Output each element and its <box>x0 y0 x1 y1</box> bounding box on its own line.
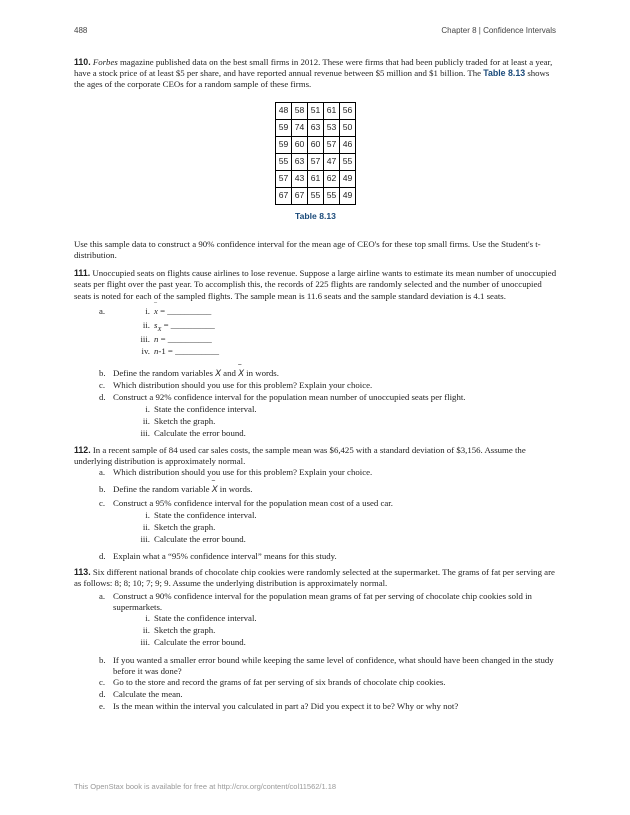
table-link[interactable]: Table 8.13 <box>483 68 526 79</box>
table-cell: 43 <box>292 170 308 187</box>
item-text: Calculate the error bound. <box>154 534 246 545</box>
item-number: ii. <box>142 415 150 426</box>
list-item <box>74 613 557 625</box>
table-cell: 53 <box>324 119 340 136</box>
part-text: Define the random variables X and – X in words. <box>113 368 557 379</box>
item-text: – x = __________ <box>154 306 211 317</box>
part-text: If you wanted a smaller error bound while keeping the same level of confidence, what should have been changed in the study before it was done? <box>113 655 554 677</box>
table-cell: 55 <box>308 187 324 204</box>
list-item <box>74 404 557 416</box>
list-item <box>74 510 557 522</box>
item-number: iii. <box>140 534 150 545</box>
question-text: Unoccupied seats on flights cause airlines to lose revenue. Suppose a large airline wants to estimate its mean number of unoccupied seats per flight over the past year. To accomplish this, the records of 225 flights are randomly selected and the number of unoccupied seats is noted for each of the sampled flights. The sample mean is 11.6 seats and the sample standard deviation is 4.1 seats. <box>74 268 557 301</box>
q113-part-a <box>74 591 557 613</box>
item-number: ii. <box>142 319 150 330</box>
question-text: magazine published data on the best small firms in 2012. These were firms that had been publicly traded for at least a year, have a stock price of at least $5 per share, and have reported annual revenue between $5 million and $1 billion. The <box>74 57 553 79</box>
part-text: Construct a 95% confidence interval for the population mean cost of a used car. <box>113 498 393 509</box>
question-number: 110. <box>74 57 91 67</box>
part-label: d. <box>99 551 106 562</box>
x-bar-symbol: – x <box>154 306 158 317</box>
table-cell: 56 <box>340 102 356 119</box>
table-cell: 47 <box>324 153 340 170</box>
part-label: b. <box>99 367 106 378</box>
part-label: c. <box>99 677 106 688</box>
part-text: Construct a 92% confidence interval for the population mean number of unoccupied seats per flight. <box>113 391 466 402</box>
part-text: Which distribution should you use for this problem? Explain your choice. <box>113 467 373 478</box>
part-label: c. <box>99 379 106 390</box>
q112-part-d <box>74 551 557 563</box>
question-110-instruction: Use this sample data to construct a 90% confidence interval for the mean age of CEO's for these top small firms. Use the Student's t-distribution. <box>74 238 541 261</box>
table-cell: 55 <box>324 187 340 204</box>
list-item <box>74 637 557 649</box>
part-label: d. <box>99 391 106 402</box>
table-row <box>276 102 356 119</box>
part-text: Is the mean within the interval you calculated in part a? Did you expect it to be? Why or why not? <box>113 701 459 712</box>
item-text: n = __________ <box>154 333 212 344</box>
magazine-name: Forbes <box>92 57 118 67</box>
page-number: 488 <box>74 26 88 35</box>
item-text: State the confidence interval. <box>154 403 257 414</box>
table-cell: 50 <box>340 119 356 136</box>
q112-part-b <box>74 484 557 496</box>
table-cell: 63 <box>292 153 308 170</box>
table-cell: 51 <box>308 102 324 119</box>
x-bar-symbol: – X <box>212 484 218 495</box>
table-cell: 67 <box>292 187 308 204</box>
question-111 <box>74 268 557 302</box>
list-item <box>74 428 557 440</box>
table-caption: Table 8.13 <box>295 210 336 221</box>
table-cell: 48 <box>276 102 292 119</box>
list-item <box>74 334 557 346</box>
item-number: iii. <box>140 637 150 648</box>
part-text: Explain what a “95% confidence interval” means for this study. <box>113 551 337 562</box>
item-number: iii. <box>140 333 150 344</box>
table-cell: 46 <box>340 136 356 153</box>
q111-part-b <box>74 368 557 380</box>
list-item <box>74 320 557 332</box>
table-cell: 63 <box>308 119 324 136</box>
q112-part-c <box>74 498 557 510</box>
question-112 <box>74 445 557 467</box>
question-text: Six different national brands of chocolate chip cookies were randomly selected at the supermarket. The grams of fat per serving are as follows: 8; 8; 10; 7; 9; 9. Assume the underlying distribution is approximately normal. <box>74 567 555 589</box>
table-row <box>276 153 356 170</box>
table-cell: 49 <box>340 170 356 187</box>
list-item <box>74 522 557 534</box>
item-number: iii. <box>140 427 150 438</box>
x-bar-symbol: – X <box>238 368 244 379</box>
item-number: ii. <box>142 522 150 533</box>
page-content <box>74 57 557 713</box>
question-text: shows the ages of the corporate CEOs for a random sample of these firms. <box>74 68 550 90</box>
table-cell: 61 <box>308 170 324 187</box>
list-item <box>74 306 557 318</box>
q112-part-a <box>74 467 557 479</box>
part-text: Which distribution should you use for this problem? Explain your choice. <box>113 379 373 390</box>
item-text: Sketch the graph. <box>154 522 216 533</box>
part-label: a. <box>99 467 106 478</box>
question-number: 111. <box>74 268 91 279</box>
table-cell: 61 <box>324 102 340 119</box>
item-text: Calculate the error bound. <box>154 427 246 438</box>
table-row <box>276 136 356 153</box>
q111-part-c <box>74 380 557 392</box>
list-item <box>74 416 557 428</box>
item-text: Calculate the error bound. <box>154 637 246 648</box>
table-cell: 74 <box>292 119 308 136</box>
table-cell: 67 <box>276 187 292 204</box>
part-label: b. <box>99 484 106 495</box>
item-text: State the confidence interval. <box>154 510 257 521</box>
table-cell: 49 <box>340 187 356 204</box>
list-item <box>74 625 557 637</box>
table-cell: 57 <box>276 170 292 187</box>
part-label: a. <box>99 590 106 601</box>
table-cell: 57 <box>324 136 340 153</box>
question-number: 112. <box>74 444 91 455</box>
part-text: Calculate the mean. <box>113 689 183 700</box>
table-cell: 62 <box>324 170 340 187</box>
item-number: iv. <box>141 345 150 356</box>
list-item <box>74 346 557 358</box>
table-cell: 60 <box>308 136 324 153</box>
part-label: a. <box>99 305 106 316</box>
item-number: ii. <box>142 625 150 636</box>
part-text: Go to the store and record the grams of fat per serving of six brands of chocolate chip cookies. <box>113 677 446 688</box>
part-label: b. <box>99 655 106 666</box>
question-text: In a recent sample of 84 used car sales costs, the sample mean was $6,425 with a standard deviation of $3,156. Assume the underlying distribution is approximately normal. <box>74 444 526 467</box>
item-text: State the confidence interval. <box>154 613 257 624</box>
part-text: Define the random variable – X in words. <box>113 484 557 495</box>
item-number: i. <box>145 305 150 316</box>
item-text: Sketch the graph. <box>154 625 216 636</box>
item-number: i. <box>145 403 150 414</box>
part-label: c. <box>99 498 106 509</box>
table-cell: 59 <box>276 119 292 136</box>
q111-part-a <box>74 306 557 358</box>
footer-text: This OpenStax book is available for free at http://cnx.org/content/col11562/1.18 <box>74 782 337 791</box>
q113-part-c <box>74 677 557 689</box>
item-number: i. <box>145 613 150 624</box>
item-text: $s_X$ = __________ <box>154 319 215 333</box>
table-row <box>276 119 356 136</box>
q113-part-b <box>74 655 557 677</box>
question-number: 113. <box>74 567 91 578</box>
question-113 <box>74 567 557 589</box>
table-cell: 58 <box>292 102 308 119</box>
table-cell: 60 <box>292 136 308 153</box>
q113-part-e <box>74 701 557 713</box>
list-item <box>74 534 557 546</box>
item-number: i. <box>145 510 150 521</box>
table-cell: 57 <box>308 153 324 170</box>
table-cell: 59 <box>276 136 292 153</box>
q111-part-d <box>74 392 557 404</box>
chapter-title: Chapter 8 | Confidence Intervals <box>441 26 556 35</box>
table-cell: 55 <box>340 153 356 170</box>
ages-table <box>275 102 356 205</box>
table-cell: 55 <box>276 153 292 170</box>
ages-table-figure <box>74 102 557 222</box>
table-row <box>276 170 356 187</box>
table-row <box>276 187 356 204</box>
part-text: Construct a 90% confidence interval for the population mean grams of fat per serving of chocolate chip cookies sold in supermarkets. <box>113 590 532 612</box>
q113-part-d <box>74 689 557 701</box>
part-label: e. <box>99 701 106 712</box>
item-text: Sketch the graph. <box>154 415 216 426</box>
item-text: n-1 = __________ <box>154 345 220 356</box>
part-label: d. <box>99 689 106 700</box>
question-110 <box>74 57 557 91</box>
